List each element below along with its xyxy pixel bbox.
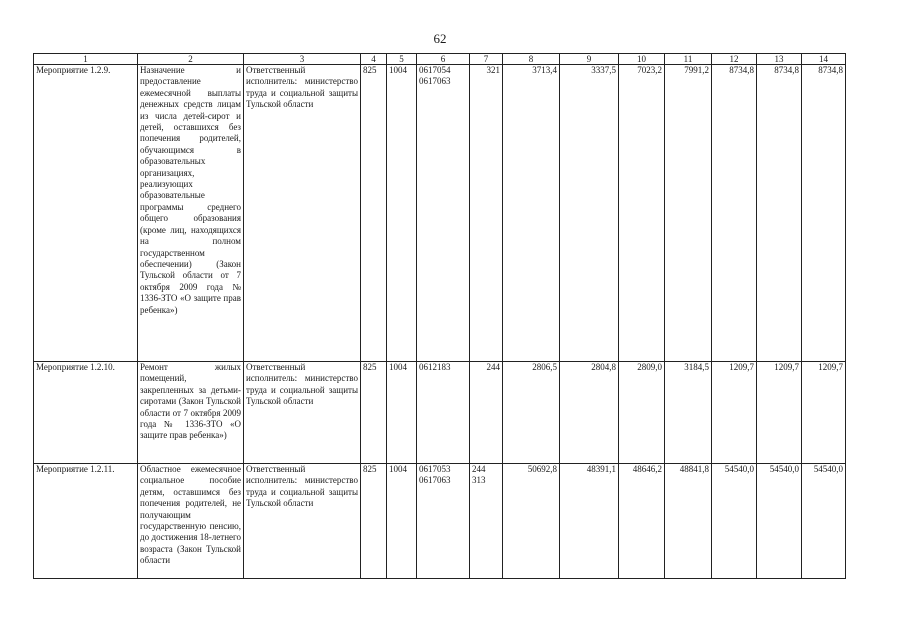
table-row xyxy=(34,464,846,579)
column-header: 8 xyxy=(503,54,560,65)
column-header: 11 xyxy=(665,54,712,65)
measure-cell: Мероприятие 1.2.10. xyxy=(34,362,138,464)
measure-cell: Мероприятие 1.2.11. xyxy=(34,464,138,579)
column-header: 10 xyxy=(619,54,665,65)
measure-name-cell: Назначение и предоставление ежемесячной выплаты денежных средств лицам из числа детей-сирот и детей, оставшихся без попечения родителей, обучающимся в образовательных организациях, реализующих образовательные программы среднего общего образования (кроме лиц, находящихся на полном государственном обеспечении) (Закон Тульской области от 7 октября 2009 года № 1336-ЗТО «О защите прав ребенка») xyxy=(138,65,244,362)
amount-cell: 8734,8 xyxy=(712,65,757,362)
code-cell: 1004 xyxy=(387,464,417,579)
code-line: 244 xyxy=(486,362,500,372)
code-line: 0617063 xyxy=(419,76,451,87)
amount-cell: 3713,4 xyxy=(503,65,560,362)
code-cell xyxy=(417,362,470,464)
amount-cell: 7991,2 xyxy=(665,65,712,362)
amount-cell: 1209,7 xyxy=(712,362,757,464)
executor-cell: Ответственный исполнитель: министерство труда и социальной защиты Тульской области xyxy=(244,65,361,362)
amount-cell: 2806,5 xyxy=(503,362,560,464)
executor-cell: Ответственный исполнитель: министерство труда и социальной защиты Тульской области xyxy=(244,362,361,464)
column-header: 5 xyxy=(387,54,417,65)
column-header: 9 xyxy=(560,54,619,65)
table-row xyxy=(34,362,846,464)
code-cell: 825 xyxy=(361,65,387,362)
code-line: 0617053 xyxy=(419,464,451,474)
code-cell: 825 xyxy=(361,362,387,464)
amount-cell: 8734,8 xyxy=(757,65,802,362)
column-header: 3 xyxy=(244,54,361,65)
amount-cell: 48841,8 xyxy=(665,464,712,579)
column-header: 14 xyxy=(802,54,846,65)
code-line: 244 xyxy=(472,464,486,474)
executor-cell: Ответственный исполнитель: министерство труда и социальной защиты Тульской области xyxy=(244,464,361,579)
amount-cell: 1209,7 xyxy=(757,362,802,464)
code-line: 0617063 xyxy=(419,475,451,486)
amount-cell: 2809,0 xyxy=(619,362,665,464)
amount-cell: 3337,5 xyxy=(560,65,619,362)
amount-cell: 48391,1 xyxy=(560,464,619,579)
column-header: 6 xyxy=(417,54,470,65)
amount-cell: 3184,5 xyxy=(665,362,712,464)
code-cell xyxy=(417,65,470,362)
budget-table xyxy=(33,53,846,579)
amount-cell: 54540,0 xyxy=(757,464,802,579)
measure-name-cell: Областное ежемесячное социальное пособие детям, оставшимся без попечения родителей, не получающим государственную пенсию, до достижения 18-летнего возраста (Закон Тульской области xyxy=(138,464,244,579)
page-number: 62 xyxy=(433,31,447,46)
column-header: 13 xyxy=(757,54,802,65)
column-number-row xyxy=(34,54,846,65)
code-cell: 825 xyxy=(361,464,387,579)
code-cell xyxy=(470,362,503,464)
amount-cell: 50692,8 xyxy=(503,464,560,579)
code-cell: 1004 xyxy=(387,65,417,362)
code-line: 0612183 xyxy=(419,362,451,372)
amount-cell: 2804,8 xyxy=(560,362,619,464)
code-cell xyxy=(417,464,470,579)
amount-cell: 8734,8 xyxy=(802,65,846,362)
column-header: 12 xyxy=(712,54,757,65)
code-cell: 1004 xyxy=(387,362,417,464)
code-line: 0617054 xyxy=(419,65,451,75)
amount-cell: 7023,2 xyxy=(619,65,665,362)
measure-cell: Мероприятие 1.2.9. xyxy=(34,65,138,362)
column-header: 7 xyxy=(470,54,503,65)
amount-cell: 54540,0 xyxy=(712,464,757,579)
code-cell xyxy=(470,65,503,362)
column-header: 2 xyxy=(138,54,244,65)
column-header: 1 xyxy=(34,54,138,65)
measure-name-cell: Ремонт жилых помещений, закрепленных за детьми-сиротами (Закон Тульской области от 7 октября 2009 года № 1336-ЗТО «О защите прав ребенка») xyxy=(138,362,244,464)
amount-cell: 1209,7 xyxy=(802,362,846,464)
amount-cell: 54540,0 xyxy=(802,464,846,579)
column-header: 4 xyxy=(361,54,387,65)
code-line: 321 xyxy=(486,65,500,75)
code-line: 313 xyxy=(472,475,486,486)
table-row xyxy=(34,65,846,362)
amount-cell: 48646,2 xyxy=(619,464,665,579)
code-cell xyxy=(470,464,503,579)
